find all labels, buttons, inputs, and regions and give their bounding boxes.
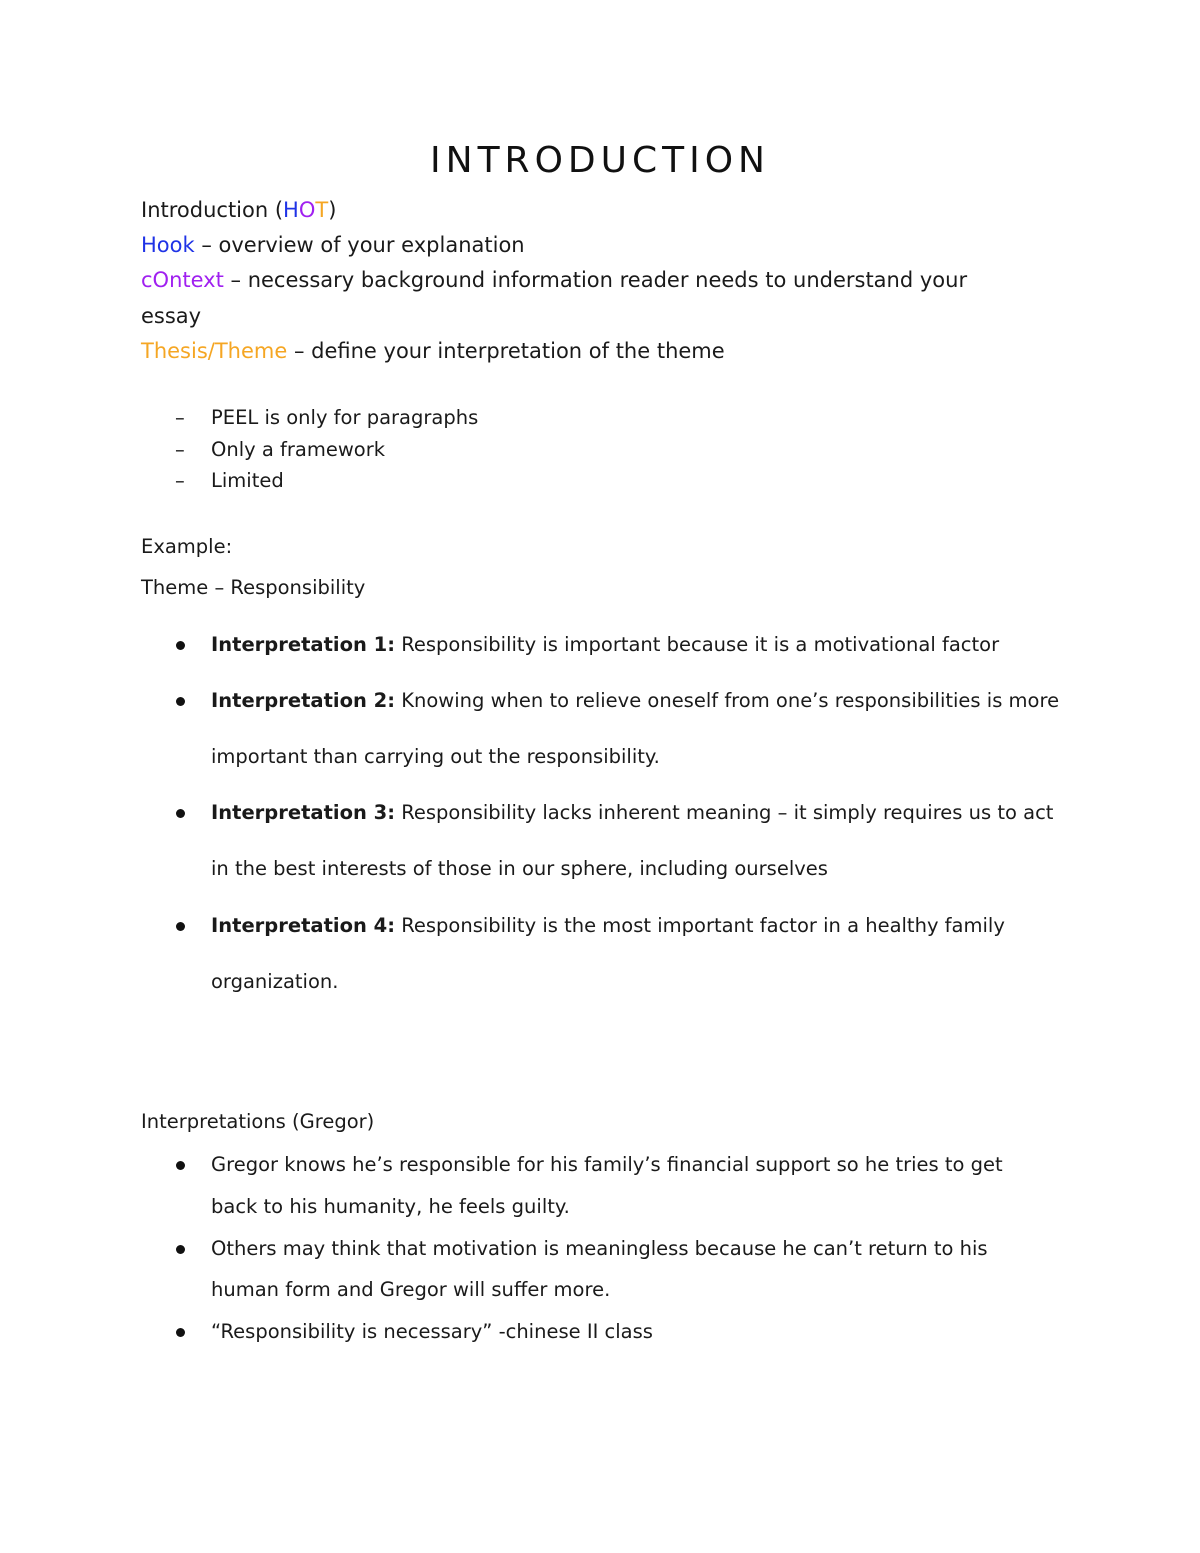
- interpretation-label: Interpretation 3:: [211, 801, 396, 824]
- interpretation-text-cont: in the best interests of those in our sphere, including ourselves: [211, 857, 828, 880]
- interpretation-item: [211, 913, 1005, 939]
- bullet-icon: [176, 1161, 185, 1170]
- thesis-line: [141, 337, 725, 365]
- hot-heading: [141, 196, 336, 224]
- note-item: [175, 405, 478, 431]
- note-text: PEEL is only for paragraphs: [211, 406, 479, 429]
- hook-line: [141, 231, 525, 259]
- hot-heading-prefix: Introduction (: [141, 198, 284, 222]
- hot-letter-h: H: [283, 198, 299, 222]
- dash-marker: –: [175, 406, 185, 429]
- note-item: [175, 468, 284, 494]
- hook-desc: – overview of your explanation: [194, 233, 525, 257]
- example-label: Example:: [141, 535, 233, 558]
- example-theme: Theme – Responsibility: [141, 576, 366, 599]
- gregor-item: Others may think that motivation is meaningless because he can’t return to his: [211, 1237, 988, 1260]
- context-term: cOntext: [141, 268, 224, 292]
- interpretation-label: Interpretation 4:: [211, 914, 396, 937]
- bullet-icon: [176, 922, 185, 931]
- interpretation-item: [211, 688, 1059, 714]
- gregor-item-cont: back to his humanity, he feels guilty.: [211, 1195, 570, 1218]
- hot-letter-t: T: [315, 198, 329, 222]
- interpretation-item: [211, 800, 1053, 826]
- hot-letter-o: O: [298, 198, 316, 222]
- gregor-heading: Interpretations (Gregor): [141, 1110, 375, 1133]
- interpretation-text-cont: important than carrying out the responsibility.: [211, 745, 660, 768]
- note-text: Limited: [211, 469, 284, 492]
- note-text: Only a framework: [211, 438, 386, 461]
- thesis-term: Thesis/Theme: [141, 339, 288, 363]
- interpretation-label: Interpretation 1:: [211, 633, 396, 656]
- interpretation-label: Interpretation 2:: [211, 689, 396, 712]
- dash-marker: –: [175, 438, 185, 461]
- interpretation-text-cont: organization.: [211, 970, 339, 993]
- dash-marker: –: [175, 469, 185, 492]
- gregor-item-cont: human form and Gregor will suffer more.: [211, 1278, 611, 1301]
- page-title: INTRODUCTION: [430, 140, 770, 181]
- interpretation-text: Responsibility lacks inherent meaning – it simply requires us to act: [395, 801, 1054, 824]
- bullet-icon: [176, 1245, 185, 1254]
- interpretation-item: [211, 632, 999, 658]
- interpretation-text: Knowing when to relieve oneself from one’s responsibilities is more: [395, 689, 1060, 712]
- gregor-item: Gregor knows he’s responsible for his family’s financial support so he tries to get: [211, 1153, 1003, 1176]
- interpretation-text: Responsibility is the most important factor in a healthy family: [395, 914, 1005, 937]
- interpretation-text: Responsibility is important because it is a motivational factor: [395, 633, 1000, 656]
- bullet-icon: [176, 697, 185, 706]
- note-item: [175, 437, 385, 463]
- context-desc: – necessary background information reader needs to understand your: [223, 268, 968, 292]
- context-line-cont: essay: [141, 304, 202, 328]
- hot-heading-suffix: ): [328, 198, 337, 222]
- bullet-icon: [176, 809, 185, 818]
- bullet-icon: [176, 1328, 185, 1337]
- hook-term: Hook: [141, 233, 195, 257]
- bullet-icon: [176, 641, 185, 650]
- gregor-item: “Responsibility is necessary” -chinese II class: [211, 1320, 653, 1343]
- thesis-desc: – define your interpretation of the theme: [287, 339, 725, 363]
- context-line: [141, 266, 967, 294]
